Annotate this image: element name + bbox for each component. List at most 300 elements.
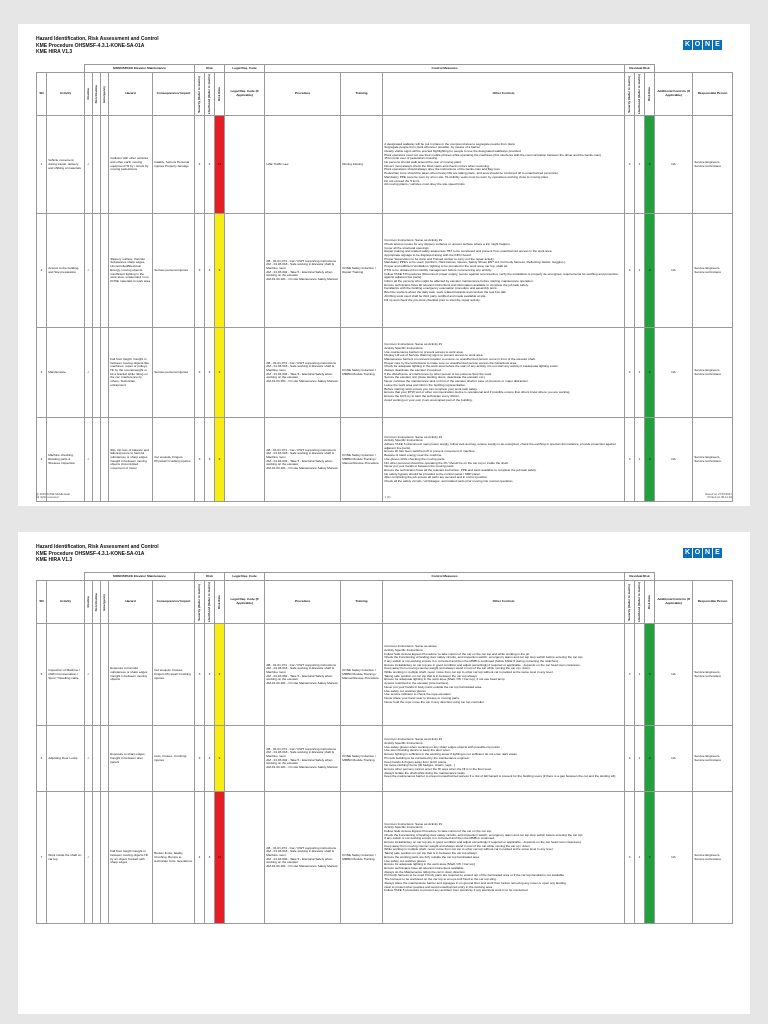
cell-line: Maintenance barriers on relevant location to ensure no unauthorized person come in front of the elevator shaft. [384, 356, 536, 361]
cell-rlikelihood: 1 [635, 418, 645, 502]
cell-consequence: Broken limbs, fatality Crushing, Bumps to technician Cuts, lacerations [153, 792, 195, 924]
cell-hazard: Exposure to harmful substances or sharp edges Caught in between moving objects [109, 624, 153, 726]
cell-hazard: Fall from height. Caught in between moving objects like machines, ropes or pulleys. Hit by the counterweight or hit a bracket while riding on the car. Interference by others. Technician, entrapment [109, 328, 153, 418]
cell-additional: NA [655, 418, 693, 502]
column-header-label: Severity (Refer to matrix) [626, 75, 631, 113]
cell-line: Never place your hand near to sheave or moving parts. [384, 695, 460, 700]
cell-responsible: Service Engineers, Service technicians [693, 418, 733, 502]
column-header-consequence [153, 73, 195, 116]
column-header-label: Hazard [125, 91, 136, 96]
column-header-routine [85, 73, 93, 116]
header-line: KME Procedure OHSMSF-4.3.1-KONE-SA-01A [36, 550, 145, 557]
cell-line: Activity Specific Instructions: [384, 438, 424, 443]
cell-line: The harness to be anchored on the car top to an eye-bolt fixed to the car top sling. [384, 877, 497, 882]
cell-line: If any switch is not working ensure it is corrected and then the MMB is continued. [384, 836, 495, 841]
cell-emergency [101, 418, 109, 502]
cell-emergency [101, 792, 109, 924]
column-header-label: Likelihood (Refer to matrix) [636, 74, 641, 115]
cell-other [383, 214, 625, 328]
cell-line: Ensure the working parts are fully outside the car top barricaded area. [384, 854, 480, 859]
cell-line: AM - 01.03.018 - Safe working in Elevator shaft & Machine room [266, 451, 334, 460]
cell-line: Common Instructions: Same as Activity #1 [384, 434, 443, 439]
column-header-training [341, 581, 383, 624]
column-header-label: SN [39, 599, 44, 604]
cell-line: Always place the maintenance barrier and signages in on ground floor and work floor before removing any cover or open any landing. [384, 880, 567, 885]
column-header-label: Procedure [294, 599, 311, 604]
cell-activity: Access to the building, and Site preparation [47, 214, 85, 328]
cell-likelihood: 3 [205, 418, 215, 502]
cell-line: Never hold the rope move the car in any direction using car top controller [384, 699, 484, 704]
cell-line: AB - 01.01.074 - Car / CWT supporting instructions [266, 360, 336, 365]
cell-line: Use safety cut resistive gloves [384, 858, 426, 863]
cell-severity: 4 [195, 792, 205, 924]
header-line: Hazard Identification, Risk Assessment and Control [36, 36, 159, 42]
column-header-additional [655, 73, 693, 116]
cell-line: Use gloves while checking the moving parts. [384, 456, 446, 461]
cell-line: Common Instructions: Same as above [384, 644, 437, 649]
cell-line: Before starting work ensure you can complete your work task safely. [384, 386, 478, 391]
column-header-label: SN [39, 91, 44, 96]
table-row [37, 214, 733, 328]
risk-table [36, 64, 733, 502]
cell-riskrate: 12 [215, 116, 225, 214]
cell-line: Follow Safe Access Egress Procedure 'to take control of the car on the car top and while working in the pit. [384, 651, 530, 656]
cell-consequence: Cut wounds, bruises, Fingers Physical/ Crushing injuries [153, 624, 195, 726]
cell-line: While working in multiple shaft, never move from car top to other car top without car is parked at the same level in any level. [384, 847, 554, 852]
cell-severity: 3 [195, 624, 205, 726]
cell-line: Use door blocking device to keep the door open. [384, 748, 451, 753]
cell-line: Common Instructions: Same as Activity #1 [384, 238, 443, 243]
column-header-label: Training [355, 599, 368, 604]
column-header-label: Activity [59, 91, 72, 96]
table-row [37, 792, 733, 924]
column-header-sn [37, 73, 47, 116]
cell-additional: NA [655, 328, 693, 418]
risk-table [36, 572, 733, 924]
cell-line: Never put your hands in between the moving parts. [384, 464, 455, 469]
cell-training: KONE Safety Induction / MMBD Module Training / Manual Rescue Procedure [341, 624, 383, 726]
group-header: Control Measures [265, 65, 625, 73]
cell-severity: 3 [195, 418, 205, 502]
column-header-rseverity [625, 73, 635, 116]
cell-riskrate: 9 [215, 214, 225, 328]
cell-line: Access restricted to the elevator (Use barriers). [384, 681, 449, 686]
cell-line: Use service indicator to check the rope elevation [384, 692, 451, 697]
cell-emergency [101, 116, 109, 214]
cell-line: AM - 01.03.002 - Take 5 - Electrical Safety when working on the elevator [266, 371, 333, 380]
cell-line: No loose clothing/ items (ID badges, chains, tags...) [384, 763, 455, 768]
cell-routine: ✓ [85, 726, 93, 792]
header-line: Hazard Identification, Risk Assessment and Control [36, 544, 159, 550]
cell-rseverity: 3 [625, 418, 635, 502]
cell-line: Common Instructions: Same as Activity #1 [384, 737, 443, 742]
column-header-label: Non Routine [93, 592, 98, 612]
cell-line: AM-01.03.181 - On site Maintenance Safety Manual [266, 765, 338, 770]
column-header-label: Responsible Person [697, 91, 728, 96]
header-line: KME Procedure OHSMSF-4.3.1-KONE-SA-01A [36, 42, 145, 49]
cell-line: AM - 01.03.018 - Safe working in Elevator shaft & Machine room [266, 262, 334, 271]
column-header-label: Risk Rate [216, 595, 221, 610]
cell-line: Proper and sufficient Ventilation / lighting to be provided in the work area, car top, shaft pit. [384, 264, 509, 269]
cell-line: Drivers must always check the blind spots and check mirrors when reversing. [384, 163, 490, 168]
cell-rrisk: 3 [645, 624, 655, 726]
cell-likelihood: 3 [205, 116, 215, 214]
column-header-rlikelihood [635, 581, 645, 624]
column-header-label: Additional Controls (If Applicable) [657, 89, 690, 98]
cell-training: Driving training [341, 116, 383, 214]
cell-likelihood: 3 [205, 214, 215, 328]
cell-line: AM - 01.03.018 - Safe working in Elevator shaft & Machine room [266, 364, 334, 373]
cell-procedure [265, 214, 341, 328]
cell-line: PTW to be obtained from facility management before commencing any activity. [384, 267, 492, 272]
cell-routine: ✓ [85, 624, 93, 726]
cell-line: Keep away from moving counter weight and always stand in rest of the car while moving the car up / down. [384, 666, 531, 671]
cell-hazard: Slip, trip loss of balance and falls Exposure to harmful substances or sharp edges Caught in between moving objects Uncontrolled movement of motor [109, 418, 153, 502]
column-header-procedure [265, 73, 341, 116]
group-header [655, 65, 733, 73]
cell-routine: ✓ [85, 418, 93, 502]
column-header-nonroutine [93, 73, 101, 116]
column-header-label: Risk Rate [646, 595, 651, 610]
cell-line: Plant operations should always obey the instructions of the banks-man and flag man. [384, 167, 501, 172]
column-header-riskrate [215, 73, 225, 116]
cell-activity: Inspection of Machine / CWD Compensation / Spot / Travelling cable [47, 624, 85, 726]
group-header: Control Measures [265, 573, 625, 581]
cell-additional: NA [655, 624, 693, 726]
cell-line: Ensure the KCS try to alert the technician every 20min. [384, 393, 460, 398]
cell-legal [225, 792, 265, 924]
cell-line: Adhere TAKE 5 (disconnect main power supply, follow lock and tag, ensure supply is de-energized, check the earthing in special circumstance, provide protection against adjacent live parts). [384, 442, 616, 450]
logo-letter: O [694, 549, 701, 556]
cell-routine: ✓ [85, 792, 93, 924]
kone-logo [683, 40, 722, 50]
cell-line: Always isolate the shaft while doing the maintenance tasks. [384, 770, 466, 775]
logo-letter: N [704, 549, 711, 556]
cell-line: AM - 01.03.018 - Safe working in Elevator shaft & Machine room [266, 750, 334, 759]
column-header-legal [225, 73, 265, 116]
cell-responsible: Service Engineers, Service technicians [693, 214, 733, 328]
logo-letter: O [694, 41, 701, 48]
cell-line: Activity Specific Instructions: [384, 647, 424, 652]
cell-severity: 3 [195, 328, 205, 418]
cell-nonroutine [93, 624, 101, 726]
cell-line: NO other personal should be operating the lift / should be on the car top or inside the shaft. [384, 460, 509, 465]
cell-line: Follow Safe Access Egress Procedure 'to take control of the car on the car top. [384, 828, 492, 833]
cell-line: AM-01.03.181 - On site Maintenance Safety Manual [266, 277, 338, 282]
cell-line: Ensure that your RTW tool or other communication device is operational and if possible ensure that others know where you are working. [384, 390, 571, 395]
cell-line: Follow TAKE 5 procedure to prevent any accident from electricity if any electrical work is to be conducted. [384, 888, 529, 893]
group-header: Legal Req. Code [225, 65, 265, 73]
cell-training: KONE Safety Induction / MMBD Module Training [341, 328, 383, 418]
cell-line: Secure the elevator unit (close landing doors, deactivate the elevator etc.) [384, 375, 486, 380]
column-header-responsible [693, 73, 733, 116]
cell-line: Ensure lockable/key on car top are in good condition and adjust accordingly if required or applicable - depends on the car head room clearance. [384, 662, 581, 667]
cell-hazard: Exposure to sharp edges. Caught in between door panels [109, 726, 153, 792]
cell-line: Ensure lighting is sufficient in the working areas If lighting is not sufficient do not enter dark areas. [384, 752, 518, 757]
cell-severity: 3 [195, 214, 205, 328]
column-header-label: Legal Req. Code (If Applicable) [230, 597, 259, 606]
cell-line: Activity Specific Instructions: [384, 741, 424, 746]
cell-riskrate: 12 [215, 792, 225, 924]
cell-other [383, 116, 625, 214]
cell-line: Ensure technicians have all relevant instructions available. [384, 865, 465, 870]
column-header-nonroutine [93, 581, 101, 624]
cell-nonroutine [93, 792, 101, 924]
column-header-emergency [101, 73, 109, 116]
group-header [37, 65, 85, 73]
group-header [37, 573, 85, 581]
column-header-label: Consequences/ Impact [156, 599, 191, 604]
cell-riskrate: 9 [215, 418, 225, 502]
table-row [37, 726, 733, 792]
cell-sn: 5 [37, 624, 47, 726]
document-page-1 [18, 24, 750, 506]
cell-other [383, 726, 625, 792]
cell-line: Keep hands & fingers away from pinch points [384, 759, 447, 764]
cell-nonroutine [93, 418, 101, 502]
cell-nonroutine [93, 214, 101, 328]
cell-line: Use maintenance barriers to prevent access to work area. [384, 349, 464, 354]
cell-line: Keep away from moving counter weight and always stand in rest of the car while moving the car up / down. [384, 843, 531, 848]
cell-consequence: Cuts, bruises. Crushing injuries [153, 726, 195, 792]
cell-line: Appropriate signage to be displayed along with the INFO board. [384, 253, 472, 258]
cell-rseverity: 3 [625, 624, 635, 726]
cell-line: All moving plants / vehicles must obey the site speed limits. [384, 182, 466, 187]
cell-likelihood: 3 [205, 726, 215, 792]
group-header: Residual Risk [625, 65, 655, 73]
document-page-2 [18, 532, 750, 1014]
cell-consequence: Serious personal injuries [153, 328, 195, 418]
column-header-severity [195, 581, 205, 624]
cell-procedure: UAE Traffic Law [265, 116, 341, 214]
cell-line: Taking safe position on car top that is in between the car top always [384, 851, 477, 856]
cell-other [383, 792, 625, 924]
cell-line: AB - 01.01.074 - Car / CWT supporting instructions [266, 662, 336, 667]
group-header: Legal Req. Code [225, 573, 265, 581]
cell-line: AM-01.03.181 - On site Maintenance Safety Manual [266, 466, 338, 471]
cell-legal [225, 328, 265, 418]
kone-logo [683, 548, 722, 558]
cell-line: Ensure lift has been switched off to prevent movement of machine. [384, 449, 476, 454]
footer-line: All rights reserved [36, 495, 59, 500]
column-header-label: Consequences/ Impact [156, 91, 191, 96]
column-header-emergency [101, 581, 109, 624]
column-header-likelihood [205, 73, 215, 116]
group-header [655, 573, 733, 581]
cell-rseverity: 3 [625, 328, 635, 418]
column-header-label: Emergency [101, 85, 106, 103]
cell-riskrate: 9 [215, 624, 225, 726]
document-header [36, 36, 159, 56]
cell-line: Proper Supervision to be done and Trained worker to carry out the repair activity. [384, 256, 495, 261]
table-row [37, 328, 733, 418]
cell-sn: 7 [37, 792, 47, 924]
cell-line: AM - 01.03.018 - Safe working in Elevator shaft & Machine room [266, 666, 334, 675]
cell-training: KONE Safety Induction / Repair Training [341, 214, 383, 328]
cell-nonroutine [93, 116, 101, 214]
cell-line: Check the Functioning of landing door safety circuits, and inspection switch, emergency alarm and car top stop switch before entering the car top. [384, 832, 584, 837]
cell-rlikelihood: 1 [635, 328, 645, 418]
cell-line: Cover all the structural openings. [384, 245, 430, 250]
cell-line: Repair training and related safety awareness TBT to be completed and prevent from unauthorized access in the work area. [384, 249, 553, 254]
cell-line: Check for adequate lighting in the work area before the start of any activity. Do not start any activity if inadequate lighting exists. [384, 364, 559, 369]
cell-line: All lifting tools used shall be third party certified and made available at site. [384, 293, 487, 298]
cell-rrisk: 3 [645, 792, 655, 924]
cell-line: Ensure lockable/key on car top are in good condition and adjust accordingly if required or applicable - depends on the car head room clearance). [384, 840, 582, 845]
cell-line: Activity Specific Instructions: [384, 345, 424, 350]
cell-line: Never put your hands in body parts outside the car top barricaded area. [384, 684, 483, 689]
cell-legal [225, 418, 265, 502]
cell-line: AM - 01.03.002 - Take 5 - Electrical Safety when working on the elevator [266, 458, 333, 467]
column-header-label: Training [355, 91, 368, 96]
cell-rseverity: 3 [625, 214, 635, 328]
column-header-rseverity [625, 581, 635, 624]
column-header-label: Risk Rate [216, 87, 221, 102]
column-header-label: Severity (Refer to matrix) [626, 583, 631, 621]
column-header-consequence [153, 581, 195, 624]
cell-line: Avoid working on your own in an unoccupied part of the building. [384, 397, 473, 402]
cell-likelihood: 3 [205, 328, 215, 418]
group-header: Risk [195, 65, 225, 73]
header-line: KME HIRA V1.3 [36, 557, 73, 563]
cell-riskrate: 9 [215, 328, 225, 418]
cell-line: Common Instructions: Same as Activity #1 [384, 342, 443, 347]
column-header-label: Likelihood (Refer to matrix) [206, 74, 211, 115]
cell-line: After completing the job ensure all parts are secured and in correct position. [384, 475, 488, 480]
cell-activity: Adjusting Door Locks [47, 726, 85, 792]
cell-responsible: Service Engineers, Service technicians [693, 328, 733, 418]
cell-training: KONE Safety Induction / MMBD Module Training / Manual Rescue Procedure [341, 418, 383, 502]
cell-severity: 3 [195, 726, 205, 792]
cell-routine: ✓ [85, 116, 93, 214]
cell-legal [225, 116, 265, 214]
column-header-severity [195, 73, 205, 116]
cell-emergency [101, 328, 109, 418]
cell-rrisk: 3 [645, 328, 655, 418]
cell-line: Ensure for adequate lighting in the work area (Shaft / Pit / Car top) [384, 862, 475, 867]
cell-consequence: Fatality, Serious Personal Injuries Property damage [153, 116, 195, 214]
cell-activity: Work inside the shaft on car top [47, 792, 85, 924]
cell-rrisk: 3 [645, 726, 655, 792]
footer-line: 1 (4) [384, 495, 391, 500]
cell-line: Check the Functioning of landing door safety circuits, and inspection switch, emergency alarm and car top stop switch before entering the car top. [384, 655, 584, 660]
column-header-activity [47, 581, 85, 624]
cell-line: Brief the workers about the daily task, work related hazards and conduct the tool box talk. [384, 290, 507, 295]
cell-routine: ✓ [85, 328, 93, 418]
cell-rlikelihood: 1 [635, 792, 645, 924]
cell-line: Ensure for adequate lighting in the work area (Shaft / Pit / Car top), if not use head lamp. [384, 677, 506, 682]
cell-responsible: Service Engineers, Service technicians [693, 726, 733, 792]
cell-rrisk: 3 [645, 116, 655, 214]
cell-line: clear to protect other peoples and avoid unauthorized entry in the working area. [384, 884, 493, 889]
cell-sn: 1 [37, 116, 47, 214]
cell-additional: NA [655, 792, 693, 924]
cell-rseverity: 3 [625, 792, 635, 924]
cell-line: Check access routes for any slippery surfaces or uneven surface where a trip might happen. [384, 241, 511, 246]
cell-line: AM - 01.03.002 - Take 5 - Electrical Safety when working on the elevator [266, 757, 333, 766]
column-header-rrisk [645, 581, 655, 624]
logo-letter: E [713, 548, 722, 558]
cell-line: While working in multiple shaft, never move from car top to other car top without car is parked at the same level in any level. [384, 670, 554, 675]
group-header: Residual Risk [625, 573, 655, 581]
cell-emergency [101, 726, 109, 792]
column-header-hazard [109, 73, 153, 116]
cell-line: Check all the safety circuits / all linkages, and related parts prior moving into normal operation. [384, 479, 514, 484]
cell-line: Use safety cut resistive gloves [384, 688, 426, 693]
cell-emergency [101, 214, 109, 328]
cell-riskrate: 9 [215, 726, 225, 792]
cell-line: Proper care by the technicians to make sure no unauthorized person access the hazardous area. [384, 360, 517, 365]
column-header-legal [225, 581, 265, 624]
column-header-label: Legal Req. Code (If Applicable) [230, 89, 259, 98]
cell-rlikelihood: 1 [635, 214, 645, 328]
column-header-label: Emergency [101, 593, 106, 611]
cell-other [383, 624, 625, 726]
cell-line: No safety bypass should be provided to the control panel / SMP panel. [384, 471, 481, 476]
group-header: Risk [195, 573, 225, 581]
cell-nonroutine [93, 726, 101, 792]
cell-hazard: Slippery surface, Harmful Substances sharp edges, Uncontrolled/Electrical Energy, moving objects, Insufficient lighting in the work area, unattended / non KONE materials in work area [109, 214, 153, 328]
column-header-label: Likelihood (Refer to matrix) [636, 582, 641, 623]
cell-legal [225, 624, 265, 726]
cell-line: Inform all the persons who might be affected by elevator maintenance before starting maintenance operation. [384, 278, 534, 283]
column-header-label: Non Routine [93, 84, 98, 104]
cell-likelihood: 3 [205, 792, 215, 924]
cell-line: Keep the maintenance barrier to prevent unauthorized access if a risk of fall hazard is present for the building users (if there is a gap between the car and the landing sill) [384, 774, 616, 779]
cell-line: Clearly visible signs will be erected highlighting for people to use the designated walkways provided. [384, 148, 522, 153]
cell-rrisk: 3 [645, 418, 655, 502]
header-line: KME HIRA V1.3 [36, 49, 73, 55]
cell-procedure [265, 792, 341, 924]
cell-activity: Machine checking, Rotating parts & Sheaves inspection [47, 418, 85, 502]
cell-emergency [101, 624, 109, 726]
cell-training: KONE Safety Induction / MMBD Module Training [341, 726, 383, 792]
cell-line: Leave the work area and inform the building representative. [384, 382, 466, 387]
cell-legal [225, 214, 265, 328]
cell-line: Common Instructions: Same as Activity #1 [384, 821, 443, 826]
cell-line: A designated walkway will be put in place in the compound area to segregate people from plant. [384, 141, 516, 146]
cell-line: Pedestrian zone should be taken when heavy lifts are taking place, and area should be cordoned off to unauthorized personnel. [384, 171, 559, 176]
cell-line: If the disturbance or interference by other person is too extreme Stop the work. [384, 371, 493, 376]
cell-line: Pull body harness to be used if body parts are required to extend out of the barricaded area or if the car top handrail is not available [384, 873, 564, 878]
cell-activity: Maintenance [47, 328, 85, 418]
cell-line: Ensure the technicians have all the relevant instruction, PPE and tools available to complete the job task safely. [384, 467, 537, 472]
column-header-label: Likelihood (Refer to matrix) [206, 582, 211, 623]
table-row [37, 116, 733, 214]
page-footer [36, 493, 732, 500]
column-header-responsible [693, 581, 733, 624]
column-header-training [341, 73, 383, 116]
cell-line: Fill up and check the pre-work checklist prior to start the repair activity. [384, 297, 481, 302]
cell-line: Use safety gloves when working on any sharp edges objects with possible nip points [384, 744, 500, 749]
cell-rseverity: 3 [625, 116, 635, 214]
cell-line: AM - 01.03.002 - Take 5 - Electrical Safety when working on the elevator [266, 856, 333, 865]
logo-letter: K [684, 549, 691, 556]
logo-letter: E [713, 40, 722, 50]
column-header-sn [37, 581, 47, 624]
group-header: MONOSPACE Elevator Maintenance [85, 65, 195, 73]
cell-line: Segregate people from plant wherever possible, by means of a barrier. [384, 145, 481, 150]
cell-procedure [265, 418, 341, 502]
column-header-routine [85, 581, 93, 624]
cell-sn: 3 [37, 328, 47, 418]
cell-sn: 2 [37, 214, 47, 328]
column-header-label: Responsible Person [697, 599, 728, 604]
column-header-label: Activity [59, 599, 72, 604]
cell-line: Taking safe position on car top that is in between the car top always [384, 673, 477, 678]
cell-line: AM-01.03.181 - On site Maintenance Safety Manual [266, 864, 338, 869]
cell-line: Display Lift out of Service Warning signs to prevent access to work area. [384, 353, 484, 358]
